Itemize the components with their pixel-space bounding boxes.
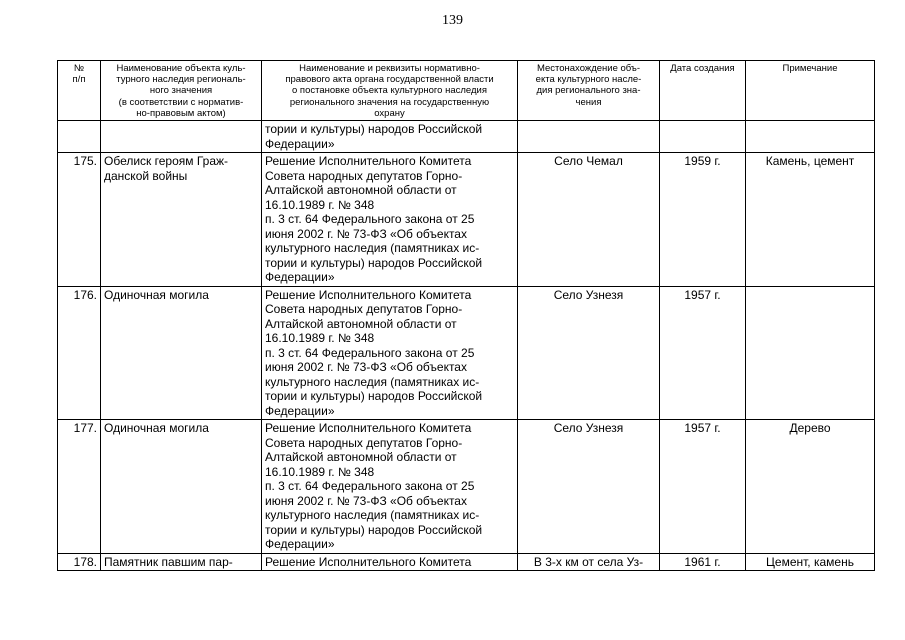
row-object-name: Обелиск героям Граж- данской войны <box>101 153 262 287</box>
row-object-name: Одиночная могила <box>101 286 262 420</box>
row-location: Село Узнезя <box>518 420 660 554</box>
table-row <box>58 420 875 554</box>
row-legal-act: Решение Исполнительного Комитета Совета народных депутатов Горно- Алтайской автономной области от 16.10.1989 г. № 348 п. 3 ст. 64 Федерального закона от 25 июня 2002 г. № 73-ФЗ «Об объектах культурного наследия (памятниках ис- тории и культуры) народов Российской Федерации» <box>262 286 518 420</box>
row-num: 177. <box>58 420 101 554</box>
header-note: Примечание <box>746 61 875 121</box>
row-object-name: Памятник павшим пар- <box>101 553 262 571</box>
row-creation-date: 1957 г. <box>660 420 746 554</box>
row-legal-act: Решение Исполнительного Комитета Совета народных депутатов Горно- Алтайской автономной области от 16.10.1989 г. № 348 п. 3 ст. 64 Федерального закона от 25 июня 2002 г. № 73-ФЗ «Об объектах культурного наследия (памятниках ис- тории и культуры) народов Российской Федерации» <box>262 153 518 287</box>
row-location: Село Узнезя <box>518 286 660 420</box>
row-note: Цемент, камень <box>746 553 875 571</box>
row-legal-act: Решение Исполнительного Комитета <box>262 553 518 571</box>
page-number: 139 <box>442 13 463 28</box>
header-num: № п/п <box>58 61 101 121</box>
continuation-act-cell: тории и культуры) народов Российской Федерации» <box>262 121 518 153</box>
row-note <box>746 286 875 420</box>
header-location: Местонахождение объ- екта культурного насле- дия регионального зна- чения <box>518 61 660 121</box>
continuation-row <box>58 121 875 153</box>
table-header-row <box>58 61 875 121</box>
row-note: Дерево <box>746 420 875 554</box>
table-row <box>58 153 875 287</box>
table-row <box>58 553 875 571</box>
row-creation-date: 1961 г. <box>660 553 746 571</box>
row-legal-act: Решение Исполнительного Комитета Совета народных депутатов Горно- Алтайской автономной области от 16.10.1989 г. № 348 п. 3 ст. 64 Федерального закона от 25 июня 2002 г. № 73-ФЗ «Об объектах культурного наследия (памятниках ис- тории и культуры) народов Российской Федерации» <box>262 420 518 554</box>
header-object-name: Наименование объекта куль- турного наследия региональ- ного значения (в соответствии с норматив- но-правовым актом) <box>101 61 262 121</box>
continuation-num-cell <box>58 121 101 153</box>
row-object-name: Одиночная могила <box>101 420 262 554</box>
row-num: 176. <box>58 286 101 420</box>
table-row <box>58 286 875 420</box>
row-location: В 3-х км от села Уз- <box>518 553 660 571</box>
continuation-name-cell <box>101 121 262 153</box>
header-legal-act: Наименование и реквизиты нормативно- правового акта органа государственной власти о постановке объекта культурного наследия регионального значения на государственную охрану <box>262 61 518 121</box>
row-num: 178. <box>58 553 101 571</box>
heritage-registry-table <box>57 60 875 571</box>
row-note: Камень, цемент <box>746 153 875 287</box>
continuation-date-cell <box>660 121 746 153</box>
header-creation-date: Дата создания <box>660 61 746 121</box>
continuation-location-cell <box>518 121 660 153</box>
row-creation-date: 1959 г. <box>660 153 746 287</box>
continuation-note-cell <box>746 121 875 153</box>
row-location: Село Чемал <box>518 153 660 287</box>
row-num: 175. <box>58 153 101 287</box>
row-creation-date: 1957 г. <box>660 286 746 420</box>
